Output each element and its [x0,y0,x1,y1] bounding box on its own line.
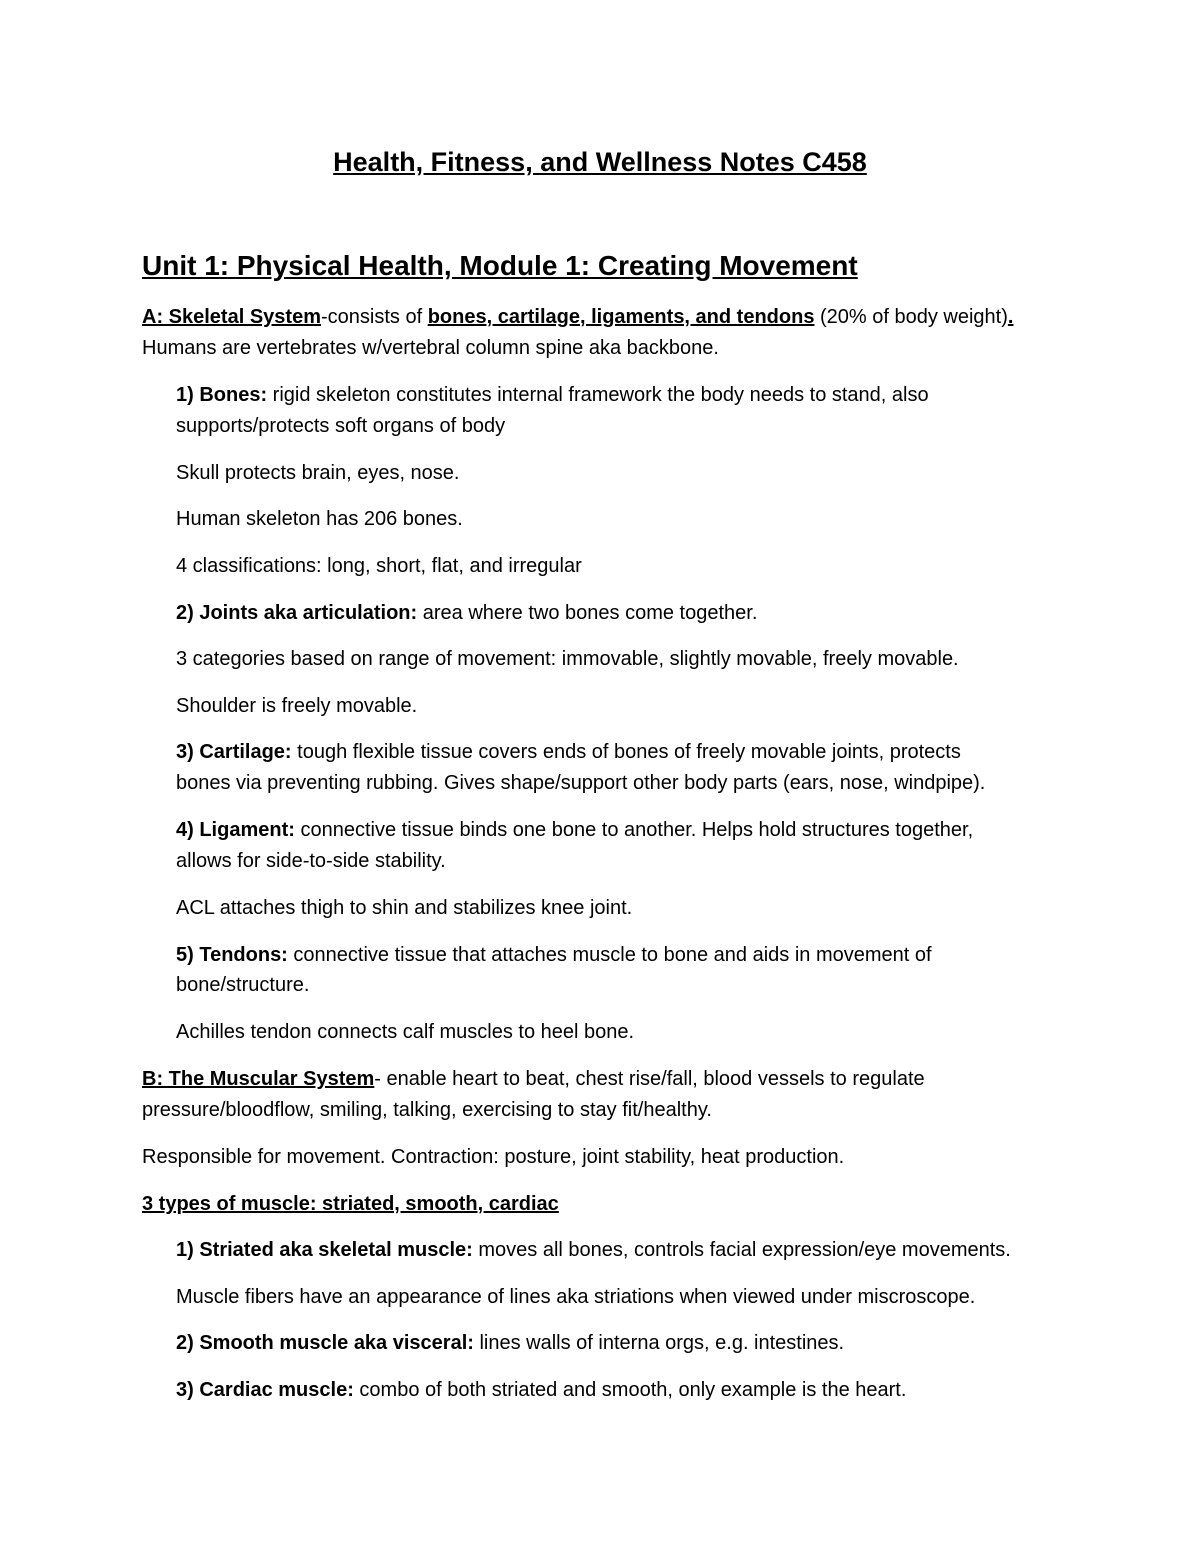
unit-heading: Unit 1: Physical Health, Module 1: Creating Movement [142,250,858,281]
muscular-text-line2: pressure/bloodflow, smiling, talking, exercising to stay fit/healthy. [142,1099,712,1121]
skeletal-intro-text: -consists of [320,306,428,328]
bones-label: 1) Bones: [176,384,268,406]
striated-text: moves all bones, controls facial expression/eye movements. [472,1239,1011,1261]
joints-note-categories: 3 categories based on range of movement: immovable, slightly movable, freely movable. [176,648,959,670]
smooth-text: lines walls of interna orgs, e.g. intestines. [473,1332,845,1354]
striated-note: Muscle fibers have an appearance of lines aka striations when viewed under miscroscope. [176,1286,976,1308]
tendons-label: 5) Tendons: [176,944,288,966]
cartilage-item [176,736,961,768]
skeletal-intro-line2: Humans are vertebrates w/vertebral column spine aka backbone. [142,337,719,359]
muscle-types-heading: 3 types of muscle: striated, smooth, cardiac [142,1193,559,1215]
tendons-note-achilles: Achilles tendon connects calf muscles to heel bone. [176,1021,635,1043]
bones-text: rigid skeleton constitutes internal framework the body needs to stand, also [267,384,929,406]
skeletal-intro [142,301,1013,333]
muscular-text: - enable heart to beat, chest rise/fall, blood vessels to regulate [374,1068,925,1090]
striated-label: 1) Striated aka skeletal muscle: [176,1239,473,1261]
skeletal-period: . [1007,306,1014,328]
ligament-item [176,814,973,846]
skeletal-components: bones, cartilage, ligaments, and tendons [427,306,815,328]
bones-item [176,379,929,411]
smooth-label: 2) Smooth muscle aka visceral: [176,1332,474,1354]
bones-note-skull: Skull protects brain, eyes, nose. [176,462,460,484]
striated-item [176,1234,1011,1266]
tendons-text-line2: bone/structure. [176,974,310,996]
joints-text: area where two bones come together. [417,602,758,624]
tendons-text: connective tissue that attaches muscle to bone and aids in movement of [287,944,932,966]
skeletal-weight-note: (20% of body weight) [814,306,1008,328]
ligament-label: 4) Ligament: [176,819,295,841]
cartilage-text: tough flexible tissue covers ends of bones of freely movable joints, protects [291,741,961,763]
ligament-note-acl: ACL attaches thigh to shin and stabilizes knee joint. [176,897,633,919]
bones-text-line2: supports/protects soft organs of body [176,415,506,437]
cartilage-label: 3) Cartilage: [176,741,292,763]
joints-note-shoulder: Shoulder is freely movable. [176,695,418,717]
ligament-text-line2: allows for side-to-side stability. [176,850,446,872]
joints-label: 2) Joints aka articulation: [176,602,418,624]
cardiac-text: combo of both striated and smooth, only example is the heart. [353,1379,907,1401]
cartilage-text-line2: bones via preventing rubbing. Gives shape/support other body parts (ears, nose, windpipe). [176,772,986,794]
skeletal-heading: A: Skeletal System [142,306,321,328]
tendons-item [176,939,932,971]
joints-item [176,597,757,629]
smooth-item [176,1327,844,1359]
document-title: Health, Fitness, and Wellness Notes C458 [333,147,867,177]
muscular-intro [142,1063,925,1095]
bones-note-classifications: 4 classifications: long, short, flat, and irregular [176,555,582,577]
bones-note-count: Human skeleton has 206 bones. [176,508,463,530]
muscular-heading: B: The Muscular System [142,1068,375,1090]
cardiac-label: 3) Cardiac muscle: [176,1379,354,1401]
ligament-text: connective tissue binds one bone to another. Helps hold structures together, [294,819,974,841]
cardiac-item [176,1374,906,1406]
muscular-responsibility: Responsible for movement. Contraction: posture, joint stability, heat production. [142,1146,845,1168]
